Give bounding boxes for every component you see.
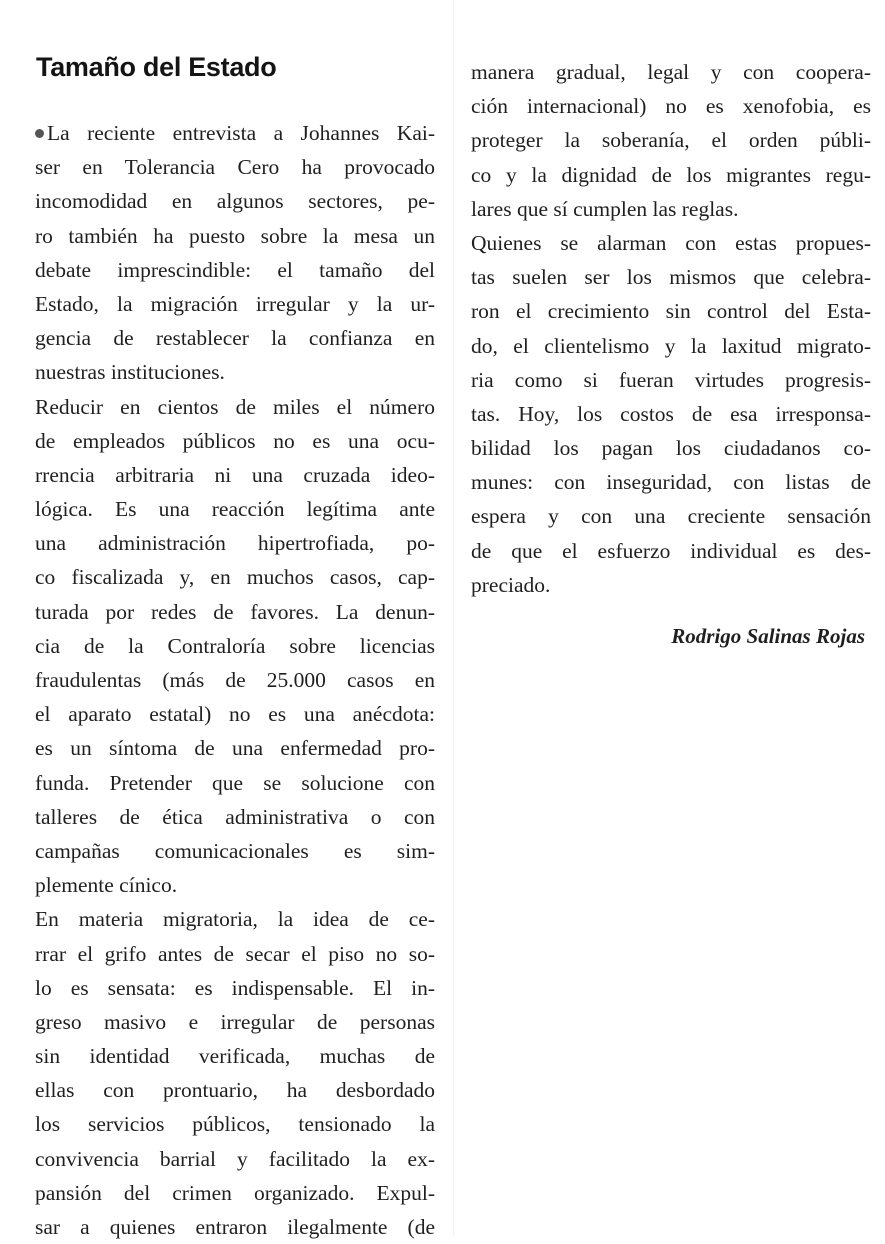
text-line: ria como si fueran virtudes progresis- xyxy=(471,367,871,392)
text-line: sar a quienes entraron ilegalmente (de xyxy=(35,1215,435,1239)
text-line: es un síntoma de una enfermedad pro- xyxy=(35,736,435,761)
text-line: manera gradual, legal y con coopera- xyxy=(471,60,871,84)
text-line: nuestras instituciones. xyxy=(35,360,225,385)
column-divider xyxy=(453,0,454,1237)
text-line: rrencia arbitraria ni una cruzada ideo- xyxy=(35,462,435,487)
text-line: co y la dignidad de los migrantes regu- xyxy=(471,162,871,187)
text-line: co fiscalizada y, en muchos casos, cap- xyxy=(35,565,435,590)
text-line: do, el clientelismo y la laxitud migrato- xyxy=(471,333,871,358)
left-column xyxy=(35,116,435,1244)
text-line: el aparato estatal) no es una anécdota: xyxy=(35,702,435,727)
text-line: ron el crecimiento sin control del Esta- xyxy=(471,299,871,324)
text-line: sin identidad verificada, muchas de xyxy=(35,1044,435,1069)
right-column xyxy=(471,55,871,602)
author-signature: Rodrigo Salinas Rojas xyxy=(671,624,865,648)
text-line: ser en Tolerancia Cero ha provocado xyxy=(35,155,435,180)
text-line: fraudulentas (más de 25.000 casos en xyxy=(35,668,435,692)
text-line: espera y con una creciente sensación xyxy=(471,504,871,529)
text-line: de empleados públicos no es una ocu- xyxy=(35,428,435,453)
text-line: de que el esfuerzo individual es des- xyxy=(471,538,871,563)
text-line: debate imprescindible: el tamaño del xyxy=(35,257,435,282)
text-line: greso masivo e irregular de personas xyxy=(35,1009,435,1034)
article-title: Tamaño del Estado xyxy=(36,52,277,82)
text-line: munes: con inseguridad, con listas de xyxy=(471,470,871,495)
text-line: preciado. xyxy=(471,572,551,597)
text-line: turada por redes de favores. La denun- xyxy=(35,599,435,624)
text-line: plemente cínico. xyxy=(35,873,178,898)
text-line: los servicios públicos, tensionado la xyxy=(35,1112,435,1137)
text-line: En materia migratoria, la idea de ce- xyxy=(35,907,435,932)
text-line: campañas comunicacionales es sim- xyxy=(35,838,435,863)
text-line: tas. Hoy, los costos de esa irresponsa- xyxy=(471,401,871,426)
text-line: proteger la soberanía, el orden públi- xyxy=(471,128,871,153)
text-line: gencia de restablecer la confianza en xyxy=(35,326,435,351)
text-line: lares que sí cumplen las reglas. xyxy=(471,196,739,221)
text-line: tas suelen ser los mismos que celebra- xyxy=(471,265,871,290)
text-line: incomodidad en algunos sectores, pe- xyxy=(35,189,435,214)
text-line: bilidad los pagan los ciudadanos co- xyxy=(471,436,871,461)
text-line: talleres de ética administrativa o con xyxy=(35,804,435,829)
text-line: pansión del crimen organizado. Expul- xyxy=(35,1180,435,1205)
text-line: ellas con prontuario, ha desbordado xyxy=(35,1078,435,1103)
text-line: lógica. Es una reacción legítima ante xyxy=(35,497,435,522)
text-line: convivencia barrial y facilitado la ex- xyxy=(35,1146,435,1171)
text-line: ción internacional) no es xenofobia, es xyxy=(471,94,871,119)
bullet-icon xyxy=(35,129,44,138)
text-line: Estado, la migración irregular y la ur- xyxy=(35,291,435,316)
text-line: cia de la Contraloría sobre licencias xyxy=(35,633,435,658)
text-line: Quienes se alarman con estas propues- xyxy=(471,230,871,255)
text-line: lo es sensata: es indispensable. El in- xyxy=(35,975,435,1000)
text-line: ro también ha puesto sobre la mesa un xyxy=(35,223,435,248)
text-line: una administración hipertrofiada, po- xyxy=(35,531,435,556)
text-line: funda. Pretender que se solucione con xyxy=(35,770,435,795)
text-line: Reducir en cientos de miles el número xyxy=(35,394,435,419)
text-line: rrar el grifo antes de secar el piso no so- xyxy=(35,941,435,966)
text-line: La reciente entrevista a Johannes Kai- xyxy=(35,116,435,150)
